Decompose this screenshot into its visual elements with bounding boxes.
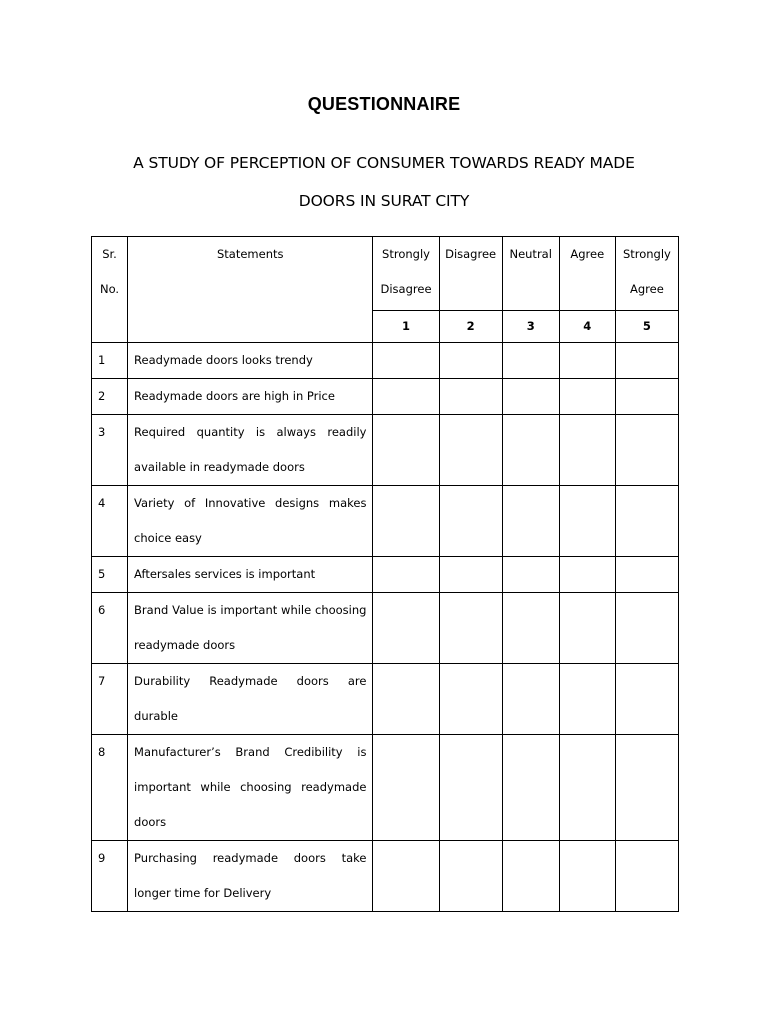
response-cell[interactable] <box>373 593 439 664</box>
row-statement: Purchasing readymade doors take longer time for Delivery <box>128 841 373 912</box>
option-label-line-1: Strongly <box>382 247 430 261</box>
table-row <box>92 379 679 415</box>
option-header-agree <box>559 237 615 311</box>
header-row <box>92 237 679 311</box>
table-row <box>92 735 679 841</box>
response-cell[interactable] <box>615 593 678 664</box>
table-row <box>92 343 679 379</box>
study-title-line-1: A STUDY OF PERCEPTION OF CONSUMER TOWARDS READY MADE <box>133 154 635 172</box>
response-cell[interactable] <box>373 664 439 735</box>
response-cell[interactable] <box>373 415 439 486</box>
response-cell[interactable] <box>439 735 502 841</box>
page-title: QUESTIONNAIRE <box>307 94 461 114</box>
sr-header-line-1: Sr. <box>102 247 117 261</box>
response-cell[interactable] <box>615 557 678 593</box>
sr-no-header <box>92 237 128 343</box>
row-statement: Brand Value is important while choosing readymade doors <box>128 593 373 664</box>
option-header-neutral <box>502 237 559 311</box>
response-cell[interactable] <box>615 379 678 415</box>
option-header-disagree <box>439 237 502 311</box>
table-row <box>92 841 679 912</box>
response-cell[interactable] <box>439 557 502 593</box>
option-label-line-1: Strongly <box>622 247 671 261</box>
response-cell[interactable] <box>615 664 678 735</box>
response-cell[interactable] <box>439 486 502 557</box>
response-cell[interactable] <box>502 415 559 486</box>
option-label-line-2: Agree <box>630 282 664 296</box>
response-cell[interactable] <box>502 343 559 379</box>
table-row <box>92 664 679 735</box>
scale-value: 1 <box>373 311 439 343</box>
response-cell[interactable] <box>559 735 615 841</box>
row-statement: Required quantity is always readily available in readymade doors <box>128 415 373 486</box>
response-cell[interactable] <box>615 343 678 379</box>
scale-value: 5 <box>615 311 678 343</box>
option-header-strongly-disagree <box>373 237 439 311</box>
row-number: 3 <box>92 415 128 486</box>
response-cell[interactable] <box>559 841 615 912</box>
row-statement: Aftersales services is important <box>128 557 373 593</box>
response-cell[interactable] <box>439 379 502 415</box>
response-cell[interactable] <box>439 841 502 912</box>
row-number: 5 <box>92 557 128 593</box>
option-label-line-1: Neutral <box>509 247 552 261</box>
option-label-line-1: Disagree <box>445 247 497 261</box>
row-number: 6 <box>92 593 128 664</box>
row-statement: Readymade doors are high in Price <box>128 379 373 415</box>
response-cell[interactable] <box>502 486 559 557</box>
response-cell[interactable] <box>615 486 678 557</box>
statements-header: Statements <box>128 237 373 343</box>
scale-value: 4 <box>559 311 615 343</box>
response-cell[interactable] <box>502 735 559 841</box>
response-cell[interactable] <box>615 841 678 912</box>
response-cell[interactable] <box>373 343 439 379</box>
table-row <box>92 486 679 557</box>
response-cell[interactable] <box>502 593 559 664</box>
row-statement: Variety of Innovative designs makes choice easy <box>128 486 373 557</box>
response-cell[interactable] <box>373 735 439 841</box>
response-cell[interactable] <box>373 379 439 415</box>
row-number: 9 <box>92 841 128 912</box>
response-cell[interactable] <box>559 486 615 557</box>
response-cell[interactable] <box>559 593 615 664</box>
row-number: 1 <box>92 343 128 379</box>
response-cell[interactable] <box>559 379 615 415</box>
option-label-line-1: Agree <box>570 247 605 261</box>
response-cell[interactable] <box>502 841 559 912</box>
response-cell[interactable] <box>439 664 502 735</box>
response-cell[interactable] <box>373 841 439 912</box>
table-row <box>92 557 679 593</box>
table-row <box>92 593 679 664</box>
response-cell[interactable] <box>615 415 678 486</box>
response-cell[interactable] <box>559 664 615 735</box>
study-title-line-2: DOORS IN SURAT CITY <box>298 192 470 210</box>
response-cell[interactable] <box>439 343 502 379</box>
table-row <box>92 415 679 486</box>
response-cell[interactable] <box>439 415 502 486</box>
response-cell[interactable] <box>559 557 615 593</box>
response-cell[interactable] <box>373 486 439 557</box>
option-label-line-2: Disagree <box>380 282 432 296</box>
row-number: 7 <box>92 664 128 735</box>
response-cell[interactable] <box>373 557 439 593</box>
row-number: 8 <box>92 735 128 841</box>
scale-value: 3 <box>502 311 559 343</box>
response-cell[interactable] <box>559 415 615 486</box>
response-cell[interactable] <box>502 379 559 415</box>
response-cell[interactable] <box>502 557 559 593</box>
response-cell[interactable] <box>439 593 502 664</box>
row-number: 2 <box>92 379 128 415</box>
sr-header-line-2: No. <box>99 282 120 296</box>
questionnaire-table <box>91 236 679 912</box>
scale-value: 2 <box>439 311 502 343</box>
row-statement: Readymade doors looks trendy <box>128 343 373 379</box>
row-number: 4 <box>92 486 128 557</box>
response-cell[interactable] <box>502 664 559 735</box>
option-header-strongly-agree <box>615 237 678 311</box>
row-statement: Durability Readymade doors are durable <box>128 664 373 735</box>
response-cell[interactable] <box>615 735 678 841</box>
response-cell[interactable] <box>559 343 615 379</box>
row-statement: Manufacturer’s Brand Credibility is important while choosing readymade doors <box>128 735 373 841</box>
